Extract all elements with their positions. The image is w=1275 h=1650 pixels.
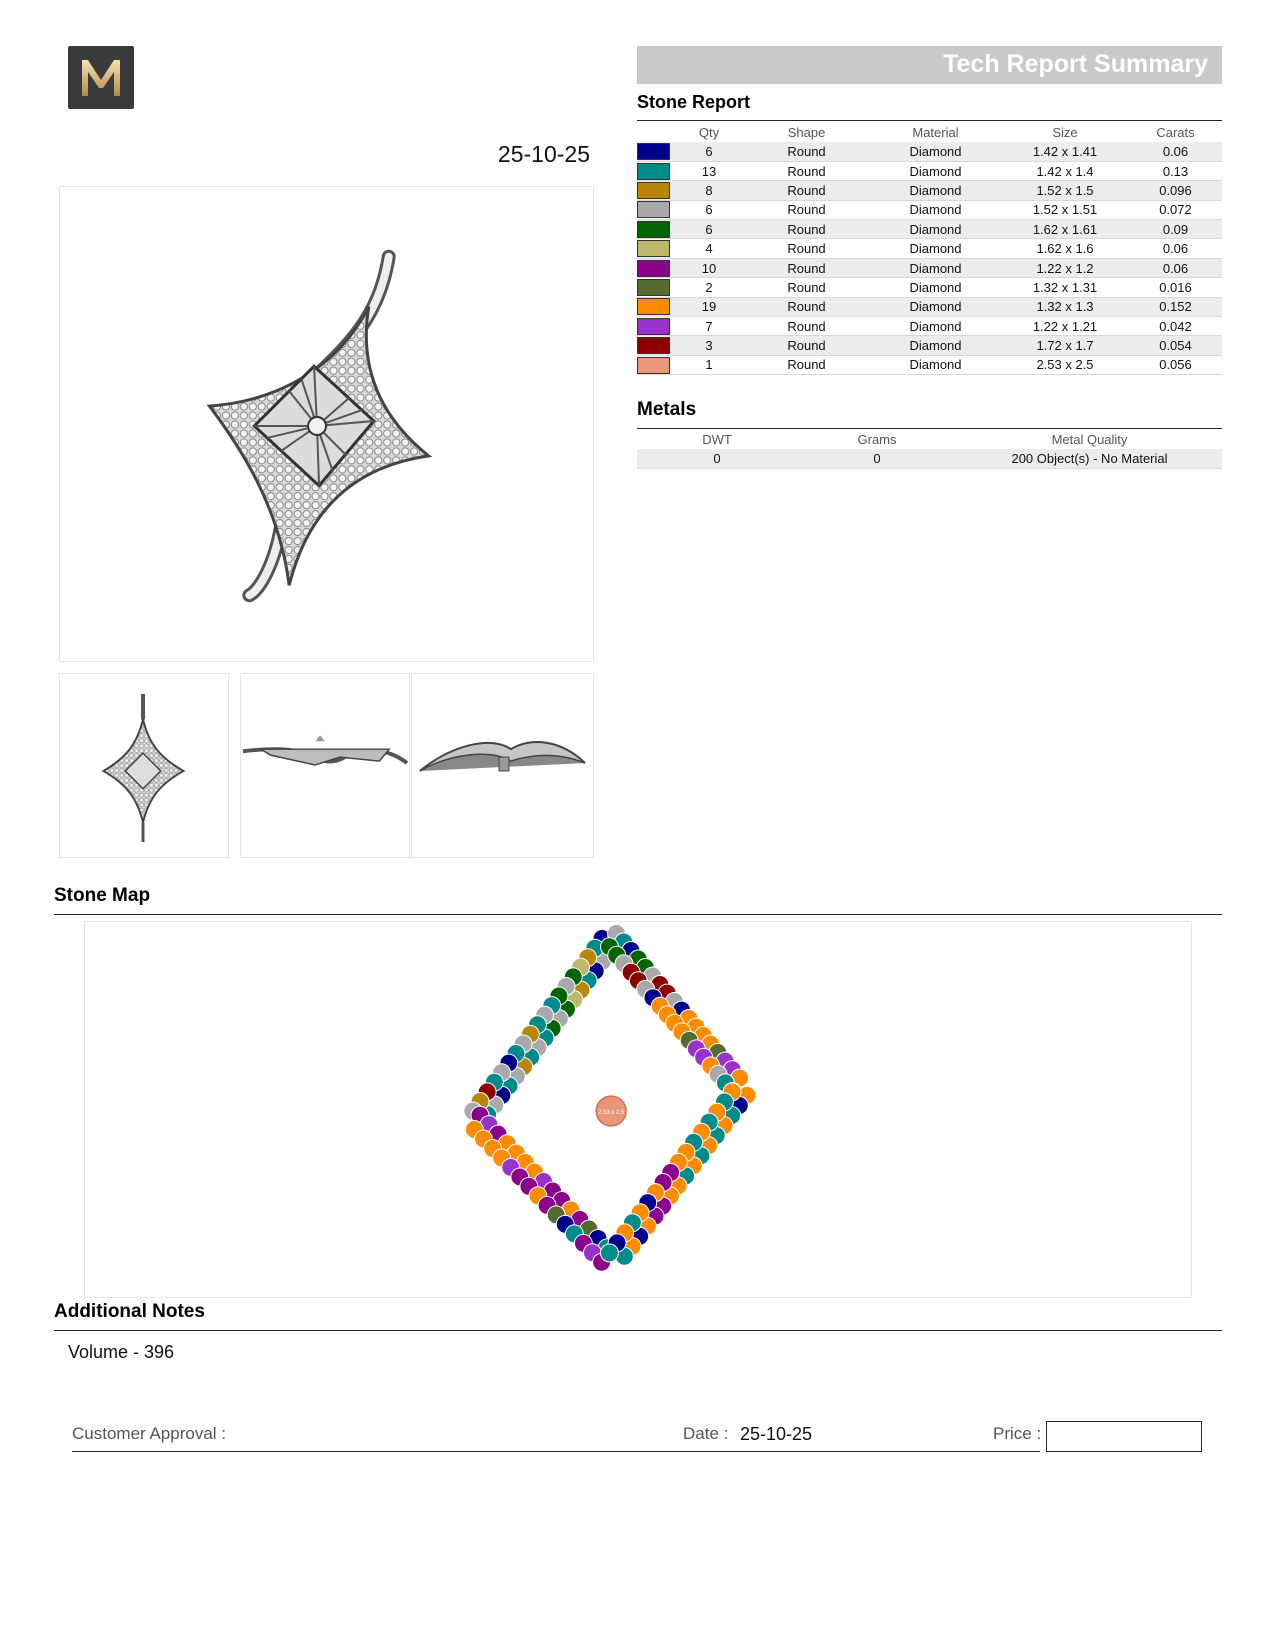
color-swatch-cell [637, 142, 675, 161]
stone-report-header-row [637, 122, 1222, 142]
carats-cell: 0.016 [1129, 278, 1222, 297]
stone-report-rule [637, 120, 1222, 121]
size-cell: 1.42 x 1.41 [1001, 142, 1129, 161]
carats-cell: 0.096 [1129, 181, 1222, 200]
stone-marker [601, 1244, 619, 1262]
qty-cell: 19 [675, 297, 743, 316]
size-cell: 1.52 x 1.5 [1001, 181, 1129, 200]
column-header: Shape [787, 124, 826, 140]
color-swatch [637, 201, 670, 218]
column-header: Metal Quality [1051, 431, 1128, 447]
carats-cell: 0.09 [1129, 220, 1222, 239]
additional-notes-heading: Additional Notes [54, 1301, 205, 1322]
stone-row [637, 355, 1222, 374]
shape-cell: Round [743, 278, 870, 297]
carats-cell: 0.042 [1129, 317, 1222, 336]
report-title-bar [637, 46, 1222, 84]
column-header: Carats [1156, 124, 1195, 140]
stone-row [637, 161, 1222, 180]
qty-cell: 2 [675, 278, 743, 297]
stone-map-rule [54, 914, 1222, 915]
thumbnail-side-view[interactable] [240, 673, 410, 858]
color-swatch [637, 221, 670, 238]
size-cell: 1.72 x 1.7 [1001, 336, 1129, 355]
metals-header-row [637, 429, 1222, 449]
color-swatch-cell [637, 200, 675, 219]
center-stone-label: 2.53 x 2.5 [598, 1109, 625, 1116]
dwt-cell: 0 [637, 449, 797, 468]
stone-row [637, 297, 1222, 316]
metals-table [637, 429, 1222, 469]
stone-row [637, 336, 1222, 355]
shape-cell: Round [743, 317, 870, 336]
notes-text: Volume - 396 [68, 1342, 175, 1362]
size-cell: 1.22 x 1.21 [1001, 317, 1129, 336]
carats-cell: 0.054 [1129, 336, 1222, 355]
column-header: Size [1052, 124, 1078, 140]
stone-row [637, 220, 1222, 239]
report-date: 25-10-25 [497, 141, 590, 167]
customer-approval-label: Customer Approval : [72, 1424, 227, 1443]
color-swatch-cell [637, 336, 675, 355]
shape-cell: Round [743, 181, 870, 200]
material-cell: Diamond [870, 239, 1001, 258]
qty-cell: 6 [675, 142, 743, 161]
material-cell: Diamond [870, 258, 1001, 277]
metal-quality-cell: 200 Object(s) - No Material [957, 449, 1222, 468]
stone-row [637, 200, 1222, 219]
price-field[interactable] [1046, 1421, 1202, 1452]
qty-cell: 8 [675, 181, 743, 200]
stone-row [637, 181, 1222, 200]
metals-heading: Metals [637, 399, 697, 420]
material-cell: Diamond [870, 355, 1001, 374]
color-swatch-cell [637, 317, 675, 336]
material-cell: Diamond [870, 317, 1001, 336]
approval-signature-line [72, 1451, 1040, 1452]
color-swatch-cell [637, 355, 675, 374]
color-swatch [637, 182, 670, 199]
color-swatch-cell [637, 239, 675, 258]
color-swatch [637, 279, 670, 296]
color-swatch-cell [637, 161, 675, 180]
material-cell: Diamond [870, 142, 1001, 161]
color-swatch-cell [637, 297, 675, 316]
color-swatch [637, 337, 670, 354]
stone-row [637, 317, 1222, 336]
color-swatch-cell [637, 278, 675, 297]
material-cell: Diamond [870, 297, 1001, 316]
carats-cell: 0.06 [1129, 258, 1222, 277]
shape-cell: Round [743, 220, 870, 239]
qty-cell: 10 [675, 258, 743, 277]
qty-cell: 13 [675, 161, 743, 180]
shape-cell: Round [743, 297, 870, 316]
size-cell: 1.42 x 1.4 [1001, 161, 1129, 180]
color-swatch [637, 240, 670, 257]
qty-cell: 3 [675, 336, 743, 355]
carats-cell: 0.06 [1129, 142, 1222, 161]
size-cell: 2.53 x 2.5 [1001, 355, 1129, 374]
price-label: Price : [993, 1424, 1042, 1443]
material-cell: Diamond [870, 220, 1001, 239]
carats-cell: 0.06 [1129, 239, 1222, 258]
color-swatch-cell [637, 258, 675, 277]
column-header [637, 122, 675, 142]
color-swatch [637, 143, 670, 160]
column-header: DWT [702, 431, 732, 447]
qty-cell: 7 [675, 317, 743, 336]
qty-cell: 1 [675, 355, 743, 374]
size-cell: 1.32 x 1.31 [1001, 278, 1129, 297]
thumbnail-angle-view[interactable] [411, 673, 594, 858]
shape-cell: Round [743, 200, 870, 219]
material-cell: Diamond [870, 161, 1001, 180]
size-cell: 1.32 x 1.3 [1001, 297, 1129, 316]
shape-cell: Round [743, 239, 870, 258]
m-monogram-logo [68, 46, 134, 109]
carats-cell: 0.072 [1129, 200, 1222, 219]
color-swatch [637, 260, 670, 277]
shape-cell: Round [743, 258, 870, 277]
color-swatch-cell [637, 220, 675, 239]
report-title: Tech Report Summary [943, 50, 1208, 78]
carats-cell: 0.13 [1129, 161, 1222, 180]
thumbnail-front-view[interactable] [59, 673, 229, 858]
column-header: Material [912, 124, 959, 140]
size-cell: 1.62 x 1.61 [1001, 220, 1129, 239]
material-cell: Diamond [870, 200, 1001, 219]
column-header: Qty [698, 124, 720, 140]
qty-cell: 6 [675, 220, 743, 239]
stone-row [637, 258, 1222, 277]
material-cell: Diamond [870, 336, 1001, 355]
stone-map-frame [84, 921, 1192, 1298]
color-swatch [637, 318, 670, 335]
grams-cell: 0 [797, 449, 957, 468]
material-cell: Diamond [870, 278, 1001, 297]
additional-notes-rule [54, 1330, 1222, 1331]
approval-date-value: 25-10-25 [740, 1424, 813, 1444]
carats-cell: 0.056 [1129, 355, 1222, 374]
date-label: Date : [683, 1424, 729, 1443]
color-swatch [637, 163, 670, 180]
stone-report-table [637, 122, 1222, 375]
size-cell: 1.22 x 1.2 [1001, 258, 1129, 277]
stone-report-heading: Stone Report [637, 92, 751, 112]
metals-row [637, 449, 1222, 468]
color-swatch [637, 298, 670, 315]
size-cell: 1.62 x 1.6 [1001, 239, 1129, 258]
stone-row [637, 142, 1222, 161]
shape-cell: Round [743, 161, 870, 180]
carats-cell: 0.152 [1129, 297, 1222, 316]
shape-cell: Round [743, 355, 870, 374]
stone-row [637, 239, 1222, 258]
size-cell: 1.52 x 1.51 [1001, 200, 1129, 219]
color-swatch-cell [637, 181, 675, 200]
material-cell: Diamond [870, 181, 1001, 200]
stone-row [637, 278, 1222, 297]
stone-map-heading: Stone Map [54, 885, 151, 906]
shape-cell: Round [743, 142, 870, 161]
color-swatch [637, 357, 670, 374]
shape-cell: Round [743, 336, 870, 355]
qty-cell: 6 [675, 200, 743, 219]
column-header: Grams [857, 431, 897, 447]
pendant-render-main [59, 186, 594, 662]
qty-cell: 4 [675, 239, 743, 258]
